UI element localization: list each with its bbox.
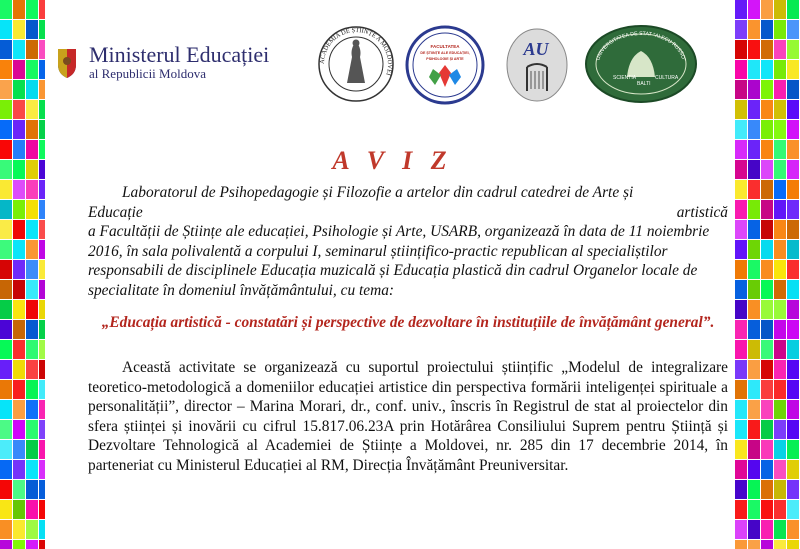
announcement-paragraph-2 [88, 358, 728, 475]
svg-text:CULTURA: CULTURA [655, 75, 679, 81]
paragraph-1-line-2-end: artistică [676, 203, 728, 221]
academy-of-sciences-seal-icon [317, 25, 395, 103]
paragraph-1-line-2-start: Educație [88, 203, 143, 221]
paragraph-2-text: Această activitate se organizează cu suportul proiectului științific „Modelul de integralizare teoretico-metodologică a domeniilor educației artistice din perspectiva formării inteligenței spirituale a personalității”, director – Marina Morari, dr., conf. univ., înscris în Registrul de stat al proiectelor din sfera științei și inovării cu cifrul 15.817.06.23A prin Hotărârea Consiliului Suprem pentru Știință și Dezvoltare Tehnologică al Academiei de Științe a Moldovei, nr. 285 din 17 decembrie 2014, în parteneriat cu Ministerul Educației al RM, Direcția Învățământ Preuniversitar. [88, 359, 728, 474]
academy-seal-text: ACADEMIA DE ȘTIINȚE A MOLDOVEI [318, 26, 394, 77]
paragraph-1-line-1: Laboratorul de Psihopedagogie și Filozofie a artelor din cadrul catedrei de Arte și [122, 184, 634, 201]
svg-text:UNIVERSITATEA DE STAT "ALECU R: UNIVERSITATEA DE STAT "ALECU RUSSO" [595, 30, 687, 62]
svg-text:PSIHOLOGIE ȘI ARTE: PSIHOLOGIE ȘI ARTE [426, 57, 464, 61]
svg-text:SCIENTIA: SCIENTIA [613, 75, 637, 81]
faculty-emblem-icon [405, 25, 485, 105]
paragraph-1-rest: a Facultății de Științe ale educației, Psihologie și Arte, USARB, organizează în data de 11 noiembrie 2016, în sala polivalentă a corpului I, seminarul științifico-practic republican al specialiștilor responsabili de disciplinele Educația muzicală și Educația plastică din cadrul Organelor locale de specialitate în domeniul învățământului, cu tema: [88, 223, 710, 299]
svg-text:FACULTATEA: FACULTATEA [430, 44, 460, 49]
seminar-theme: „Educația artistică - constatări și perspective de dezvoltare în instituțiile de învățământ general”. [101, 314, 715, 331]
announcement-page [55, 0, 730, 549]
svg-text:DE ȘTIINȚE ALE EDUCAȚIEI,: DE ȘTIINȚE ALE EDUCAȚIEI, [420, 51, 470, 55]
usarb-university-seal-icon [585, 25, 697, 103]
ministry-subtitle: al Republicii Moldova [89, 66, 206, 81]
page-title: A V I Z [332, 146, 453, 175]
au-logo-icon [505, 27, 569, 103]
moldova-crest-icon [55, 47, 79, 79]
svg-text:BALTI: BALTI [637, 81, 651, 87]
ministry-logo [55, 33, 269, 93]
logo-row [55, 25, 730, 105]
decorative-border-left [0, 0, 45, 549]
svg-text:AU: AU [523, 39, 549, 59]
ministry-name: Ministerul Educației [89, 42, 270, 67]
announcement-paragraph-1 [88, 183, 728, 300]
paragraph-1-line-2 [88, 203, 728, 223]
decorative-border-right [735, 0, 800, 549]
